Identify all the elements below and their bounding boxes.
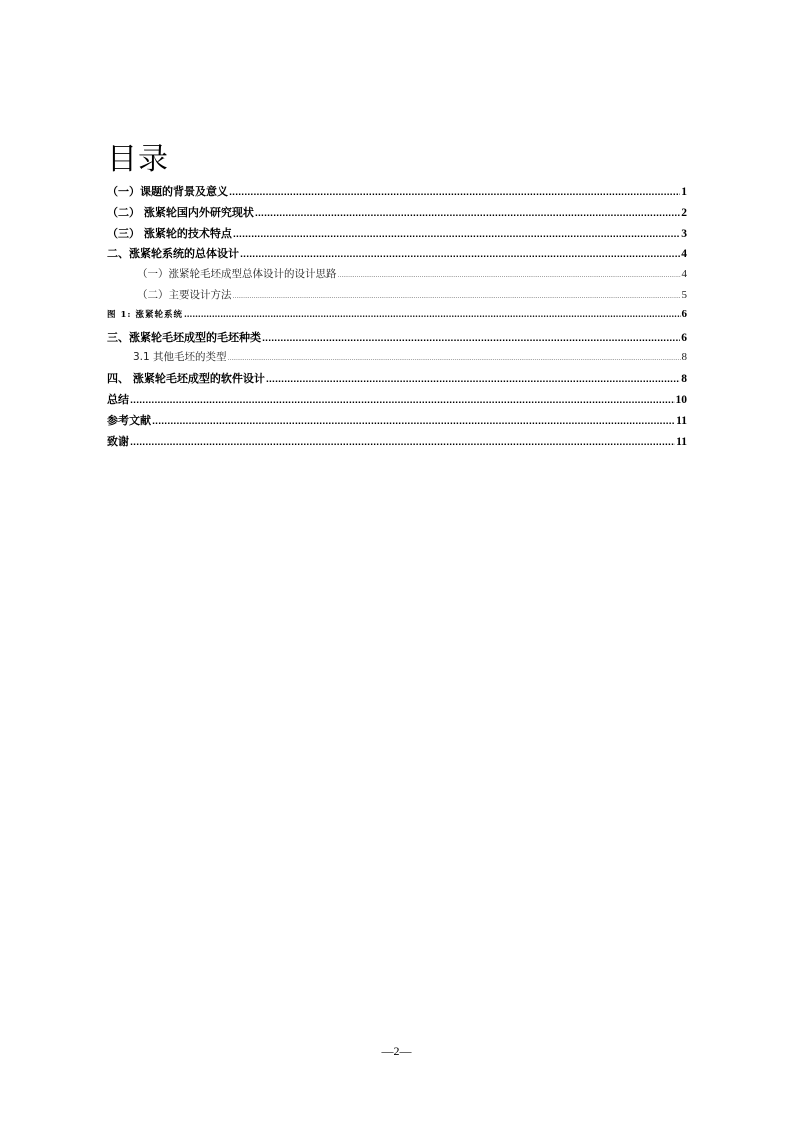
toc-leader-dots (233, 293, 681, 300)
toc-entry-label: 四、 涨紧轮毛坯成型的软件设计 (107, 372, 265, 386)
footer-page-number: —2— (381, 1044, 412, 1058)
toc-entry-blank-types[interactable] (107, 329, 687, 350)
toc-entry-background[interactable] (107, 183, 687, 204)
toc-leader-dots (262, 334, 680, 343)
toc-entry-label: （一）课题的背景及意义 (107, 185, 228, 198)
toc-leader-dots (229, 188, 680, 197)
toc-leader-dots (228, 355, 681, 362)
toc-leader-dots (130, 396, 675, 405)
toc-entry-page: 1 (681, 186, 687, 198)
toc-entry-label: 致谢 (107, 434, 129, 448)
toc-entry-references[interactable] (107, 412, 687, 433)
toc-entry-label: 图 1: 涨紧轮系统 (107, 309, 183, 320)
toc-leader-dots (240, 250, 680, 259)
toc-entry-page: 5 (681, 288, 687, 301)
toc-entry-page: 11 (676, 435, 687, 448)
toc-entry-label: （一）涨紧轮毛坯成型总体设计的设计思路 (137, 268, 337, 281)
toc-entry-technical-features[interactable] (107, 225, 687, 246)
toc-entry-page: 3 (681, 227, 687, 240)
toc-entry-other-blank-types[interactable] (107, 349, 687, 370)
toc-entry-summary[interactable] (107, 391, 687, 412)
toc-entry-page: 6 (681, 307, 687, 320)
toc-entry-page: 8 (681, 351, 687, 364)
toc-entry-page: 4 (681, 248, 687, 261)
toc-entry-label: 参考文献 (107, 413, 151, 427)
toc-entry-figure-1[interactable] (107, 308, 687, 329)
toc-entry-design-approach[interactable] (107, 266, 687, 287)
toc-leader-dots (152, 417, 675, 426)
toc-entry-page: 2 (681, 206, 687, 219)
toc-leader-dots (130, 438, 675, 447)
toc-leader-dots (233, 230, 680, 239)
toc-entry-page: 10 (675, 393, 687, 406)
toc-entry-label: 3.1 其他毛坯的类型 (133, 351, 227, 364)
toc-entry-label: 三、涨紧轮毛坯成型的毛坯种类 (107, 330, 261, 344)
toc-entry-label: 二、涨紧轮系统的总体设计 (107, 247, 239, 261)
toc-entry-label: （二）主要设计方法 (137, 288, 232, 301)
toc-leader-dots (184, 309, 681, 319)
toc-title: 目录 (107, 142, 169, 177)
toc-leader-dots (266, 375, 680, 384)
toc-entry-page: 4 (681, 268, 687, 281)
toc-entry-software-design[interactable] (107, 370, 687, 391)
toc-entry-design-methods[interactable] (107, 287, 687, 308)
toc-entry-acknowledgements[interactable] (107, 433, 687, 454)
toc-entry-label: （二） 涨紧轮国内外研究现状 (107, 205, 254, 219)
toc-entry-label: （三） 涨紧轮的技术特点 (107, 226, 232, 240)
toc-leader-dots (338, 272, 681, 279)
toc-entry-research-status[interactable] (107, 204, 687, 225)
toc-entry-page: 11 (676, 414, 687, 427)
toc-entry-page: 6 (681, 331, 687, 344)
toc-entry-page: 8 (681, 373, 687, 386)
toc-entry-overall-design[interactable] (107, 245, 687, 266)
toc-leader-dots (255, 209, 680, 218)
table-of-contents (107, 183, 687, 453)
toc-entry-label: 总结 (107, 392, 129, 406)
